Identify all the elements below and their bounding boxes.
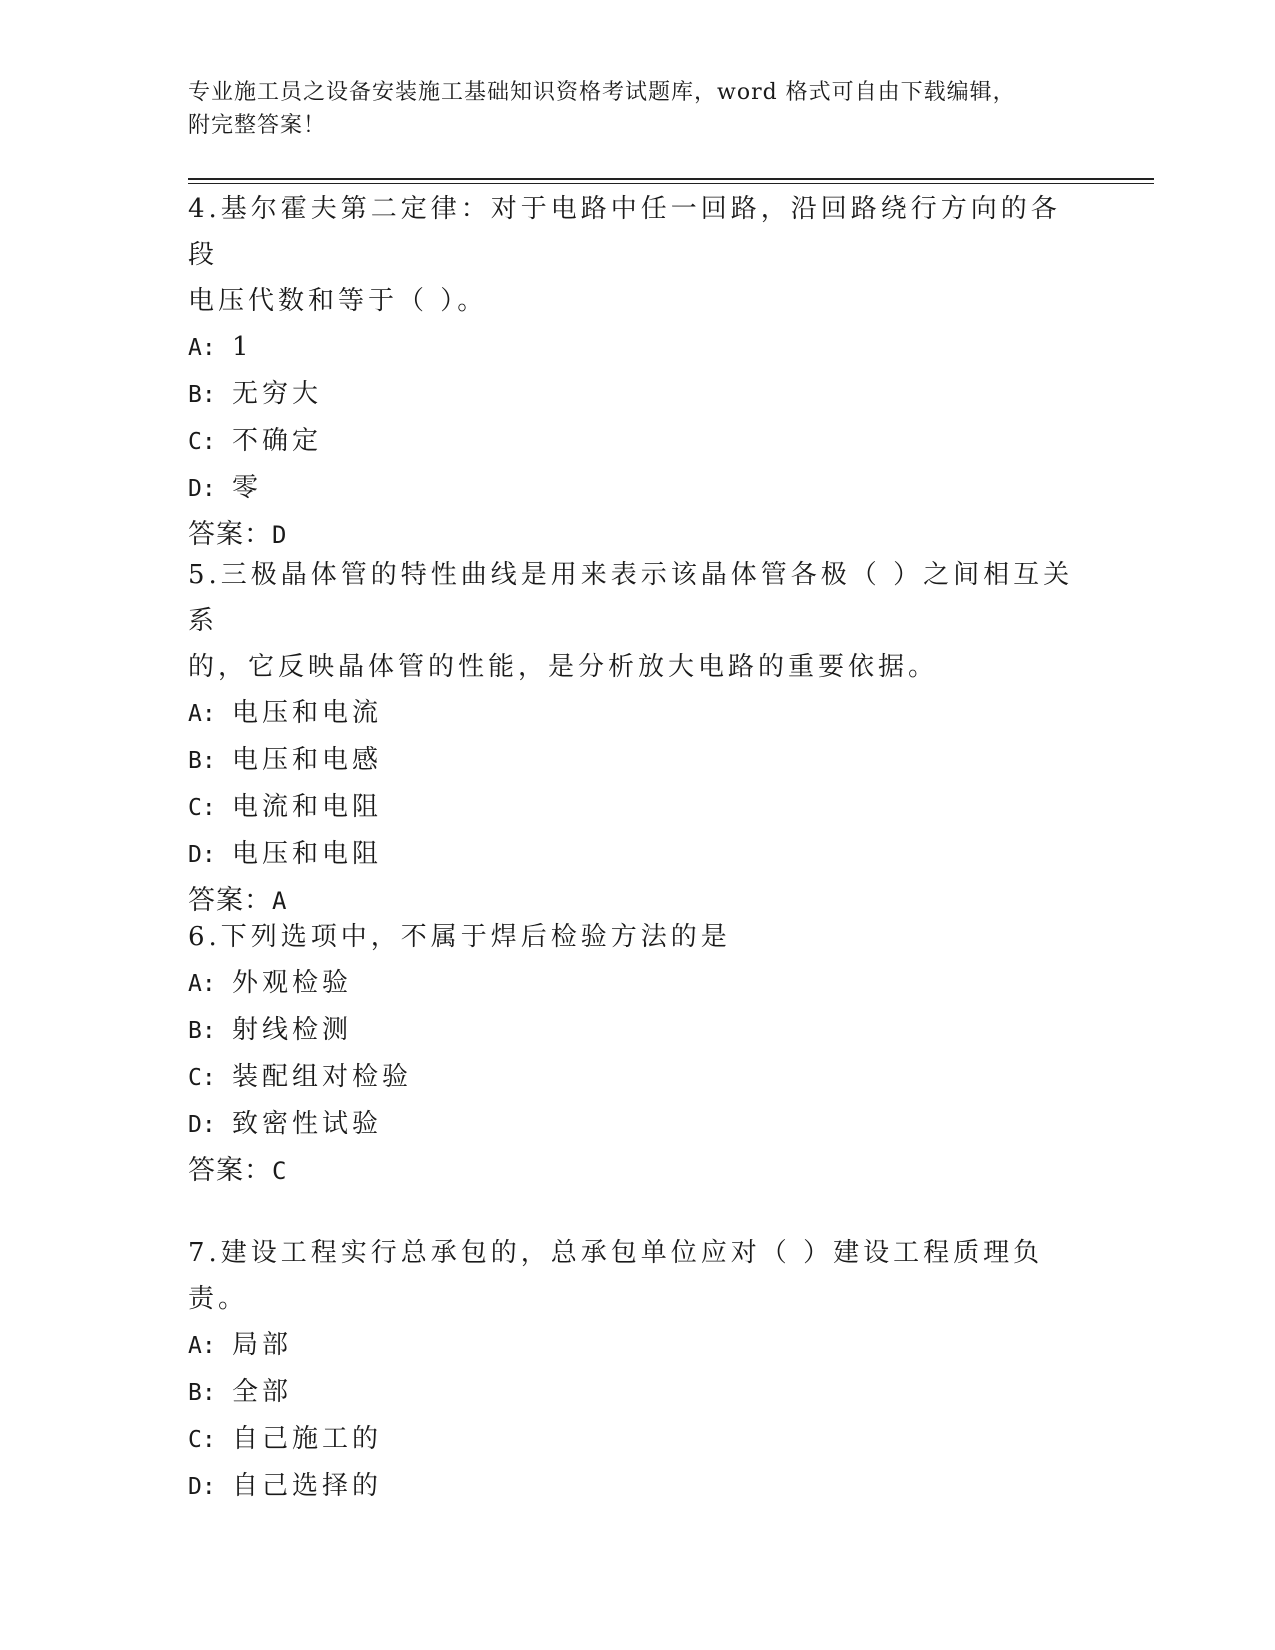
option-text: 电流和电阻 xyxy=(232,792,383,822)
question-4 xyxy=(188,186,1088,558)
option-key: A: xyxy=(188,701,216,727)
option-key: D: xyxy=(188,476,216,502)
option-key: A: xyxy=(188,335,216,361)
option-text: 零 xyxy=(232,473,263,503)
option-key: D: xyxy=(188,842,216,868)
option-d xyxy=(188,1463,1088,1510)
answer-label: 答案： xyxy=(188,1155,272,1186)
option-d xyxy=(188,831,1088,878)
option-a xyxy=(188,960,1088,1007)
question-stem: 电压代数和等于（ ）。 xyxy=(188,286,488,316)
option-key: C: xyxy=(188,795,216,821)
option-b xyxy=(188,371,1088,418)
question-stem: 5.三极晶体管的特性曲线是用来表示该晶体管各极（ ）之间相互关系 xyxy=(188,560,1074,636)
option-key: A: xyxy=(188,971,216,997)
option-key: B: xyxy=(188,1018,216,1044)
answer-value: C xyxy=(272,1157,288,1185)
option-text: 装配组对检验 xyxy=(232,1062,413,1092)
question-stem: 的，它反映晶体管的性能，是分析放大电路的重要依据。 xyxy=(188,652,939,682)
header-line-1: 专业施工员之设备安装施工基础知识资格考试题库，word 格式可自由下载编辑， xyxy=(188,80,1016,105)
option-b xyxy=(188,1369,1088,1416)
option-d xyxy=(188,1101,1088,1148)
document-header xyxy=(188,76,1068,142)
option-a xyxy=(188,324,1088,371)
option-key: A: xyxy=(188,1333,216,1359)
option-text: 局部 xyxy=(232,1330,293,1360)
option-key: B: xyxy=(188,748,216,774)
answer-line xyxy=(188,1148,1088,1194)
option-c xyxy=(188,784,1088,831)
option-c xyxy=(188,1054,1088,1101)
header-line-2: 附完整答案！ xyxy=(188,113,327,138)
option-b xyxy=(188,737,1088,784)
option-c xyxy=(188,418,1088,465)
header-divider-thick xyxy=(188,178,1154,180)
option-key: D: xyxy=(188,1112,216,1138)
option-text: 无穷大 xyxy=(232,379,323,409)
option-c xyxy=(188,1416,1088,1463)
option-key: D: xyxy=(188,1474,216,1500)
question-7 xyxy=(188,1230,1088,1510)
option-text: 射线检测 xyxy=(232,1015,353,1045)
option-text: 致密性试验 xyxy=(232,1109,383,1139)
option-key: C: xyxy=(188,1427,216,1453)
option-d xyxy=(188,465,1088,512)
option-key: B: xyxy=(188,382,216,408)
option-text: 电压和电流 xyxy=(232,698,383,728)
option-key: B: xyxy=(188,1380,216,1406)
question-stem: 4.基尔霍夫第二定律：对于电路中任一回路，沿回路绕行方向的各段 xyxy=(188,194,1061,270)
option-key: C: xyxy=(188,429,216,455)
option-text: 1 xyxy=(232,332,253,362)
option-text: 全部 xyxy=(232,1377,293,1407)
answer-value: D xyxy=(272,521,288,549)
question-stem: 7.建设工程实行总承包的，总承包单位应对（ ）建设工程质理负责。 xyxy=(188,1238,1044,1314)
option-text: 电压和电感 xyxy=(232,745,383,775)
answer-label: 答案： xyxy=(188,519,272,550)
option-text: 不确定 xyxy=(232,426,323,456)
option-text: 自己选择的 xyxy=(232,1471,383,1501)
option-key: C: xyxy=(188,1065,216,1091)
option-b xyxy=(188,1007,1088,1054)
option-text: 电压和电阻 xyxy=(232,839,383,869)
option-text: 自己施工的 xyxy=(232,1424,383,1454)
answer-value: A xyxy=(272,887,288,915)
option-text: 外观检验 xyxy=(232,968,353,998)
question-stem: 6.下列选项中，不属于焊后检验方法的是 xyxy=(188,922,731,952)
question-5 xyxy=(188,552,1088,924)
question-6 xyxy=(188,914,1088,1194)
option-a xyxy=(188,1322,1088,1369)
header-divider-thin xyxy=(188,183,1154,184)
option-a xyxy=(188,690,1088,737)
answer-label: 答案： xyxy=(188,885,272,916)
